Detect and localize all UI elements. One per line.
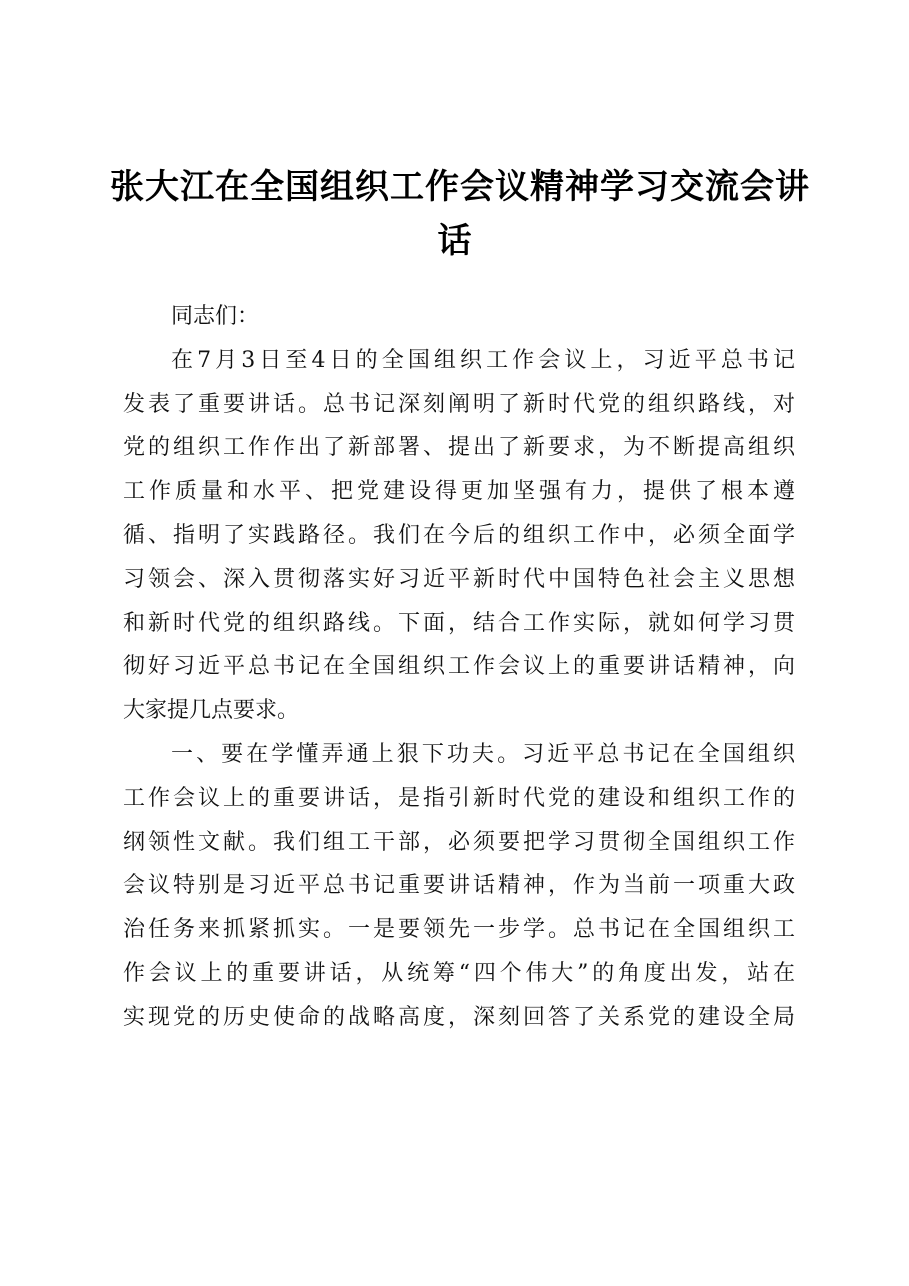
paragraph-1-line-7: 和新时代党的组织路线。下面，结合工作实际，就如何学习贯 [123,610,795,636]
salutation: 同志们： [171,304,260,329]
paragraph-2-line-6: 作会议上的重要讲话，从统筹“四个伟大”的角度出发，站在 [123,960,795,986]
title-line-1: 张大江在全国组织工作会议精神学习交流会讲 [110,167,810,207]
paragraph-1-line-8: 彻好习近平总书记在全国组织工作会议上的重要讲话精神，向 [123,654,795,680]
document-title [110,160,810,268]
paragraph-2-line-7: 实现党的历史使命的战略高度，深刻回答了关系党的建设全局 [123,1004,795,1030]
paragraph-2-line-5: 治任务来抓紧抓实。一是要领先一步学。总书记在全国组织工 [123,917,795,943]
paragraph-1-line-9: 大家提几点要求。 [123,698,300,724]
paragraph-1-line-1: 在7月3日至4日的全国组织工作会议上，习近平总书记 [171,347,795,373]
document-body [123,295,795,1040]
paragraph-1-line-5: 循、指明了实践路径。我们在今后的组织工作中，必须全面学 [123,522,795,548]
paragraph-1-line-3: 党的组织工作作出了新部署、提出了新要求，为不断提高组织 [123,435,795,461]
paragraph-1-line-4: 工作质量和水平、把党建设得更加坚强有力，提供了根本遵 [123,479,795,505]
paragraph-2-line-3: 纲领性文献。我们组工干部，必须要把学习贯彻全国组织工作 [123,829,795,855]
paragraph-1-line-2: 发表了重要讲话。总书记深刻阐明了新时代党的组织路线，对 [123,391,795,417]
paragraph-2-line-1: 一、要在学懂弄通上狠下功夫。习近平总书记在全国组织 [171,741,795,767]
paragraph-1-line-6: 习领会、深入贯彻落实好习近平新时代中国特色社会主义思想 [123,566,795,592]
paragraph-2-line-4: 会议特别是习近平总书记重要讲话精神，作为当前一项重大政 [123,873,795,899]
paragraph-2-line-2: 工作会议上的重要讲话，是指引新时代党的建设和组织工作的 [123,785,795,811]
title-line-2: 话 [437,221,473,261]
